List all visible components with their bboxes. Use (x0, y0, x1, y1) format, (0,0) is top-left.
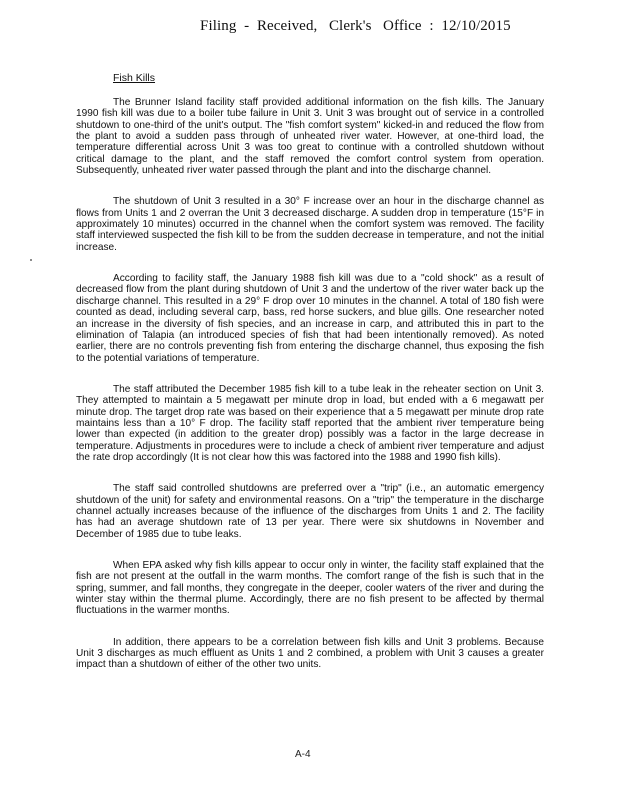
paragraph-winter-fish-kills: When EPA asked why fish kills appear to occur only in winter, the facility staff explained that the fish are not present at the outfall in the warm months. The comfort range of the fish is such that in the spring, summer, and fall months, they congregate in the deeper, cooler waters of the river and during the winter stay within the thermal plume. Accordingly, there are no fish present to be affected by thermal fluctuations in the warmer months. (76, 560, 544, 617)
section-body (76, 97, 544, 691)
paragraph-1985-fish-kill: The staff attributed the December 1985 fish kill to a tube leak in the reheater section on Unit 3. They attempted to maintain a 5 megawatt per minute drop in load, but ended with a 6 megawatt per minute drop. The target drop rate was based on their experience that a 5 megawatt per minute drop rate maintains less than a 10° F drop. The facility staff reported that the ambient river temperature being lower than expected (in addition to the greater drop) possibly was a factor in the large decrease in temperature. Adjustments in procedures were to include a check of ambient river temperature and adjust the rate drop accordingly (It is not clear how this was factored into the 1988 and 1990 fish kills). (76, 383, 544, 463)
filing-stamp: Filing - Received, Clerk's Office : 12/10/2015 (200, 18, 511, 34)
paragraph-controlled-shutdowns: The staff said controlled shutdowns are preferred over a "trip" (i.e., an automatic emergency shutdown of the unit) for safety and environmental reasons. On a "trip" the temperature in the discharge channel actually increases because of the influence of the discharges from Units 1 and 2. The facility has had an average shutdown rate of 13 per year. There were six shutdowns in November and December of 1985 due to tube leaks. (76, 483, 544, 540)
paragraph-unit3-1990-fish-kill: The Brunner Island facility staff provided additional information on the fish kills. The January 1990 fish kill was due to a boiler tube failure in Unit 3. Unit 3 was brought out of service in a controlled shutdown to one-third of the unit's output. The "fish comfort system" kicked-in and reduced the flow from the plant to avoid a sudden pass through of unheated river water. However, at one-third load, the temperature differential across Unit 3 was too great to continue with a controlled shutdown without critical damage to the plant, and the staff removed the comfort control system from operation. Subsequently, unheated river water passed through the plant and into the discharge channel. (76, 97, 544, 177)
paragraph-1988-fish-kill: According to facility staff, the January 1988 fish kill was due to a "cold shock" as a result of decreased flow from the plant during shutdown of Unit 3 and the undertow of the river water back up the discharge channel. This resulted in a 29° F drop over 10 minutes in the channel. A total of 180 fish were counted as dead, including several carp, bass, red horse suckers, and blue gills. One researcher noted an increase in the diversity of fish species, and an increase in carp, and attributed this in part to the elimination of Talapia (an introduced species of fish that had been intentionally removed). As noted earlier, there are no controls preventing fish from entering the discharge channel, thus exposing the fish to the potential variations of temperature. (76, 273, 544, 364)
page-number: A-4 (295, 749, 311, 760)
paragraph-unit3-shutdown: The shutdown of Unit 3 resulted in a 30° F increase over an hour in the discharge channel as flows from Units 1 and 2 overran the Unit 3 decreased discharge. A sudden drop in temperature (15°F in approximately 10 minutes) occurred in the channel when the comfort system was removed. The facility staff interviewed suspected the fish kill to be from the sudden decrease in temperature, and not the initial increase. (76, 196, 544, 253)
paragraph-unit3-correlation: In addition, there appears to be a correlation between fish kills and Unit 3 problems. Because Unit 3 discharges as much effluent as Units 1 and 2 combined, a problem with Unit 3 causes a greater impact than a shutdown of either of the other two units. (76, 636, 544, 671)
section-heading: Fish Kills (113, 72, 156, 84)
scan-speck (30, 259, 32, 261)
